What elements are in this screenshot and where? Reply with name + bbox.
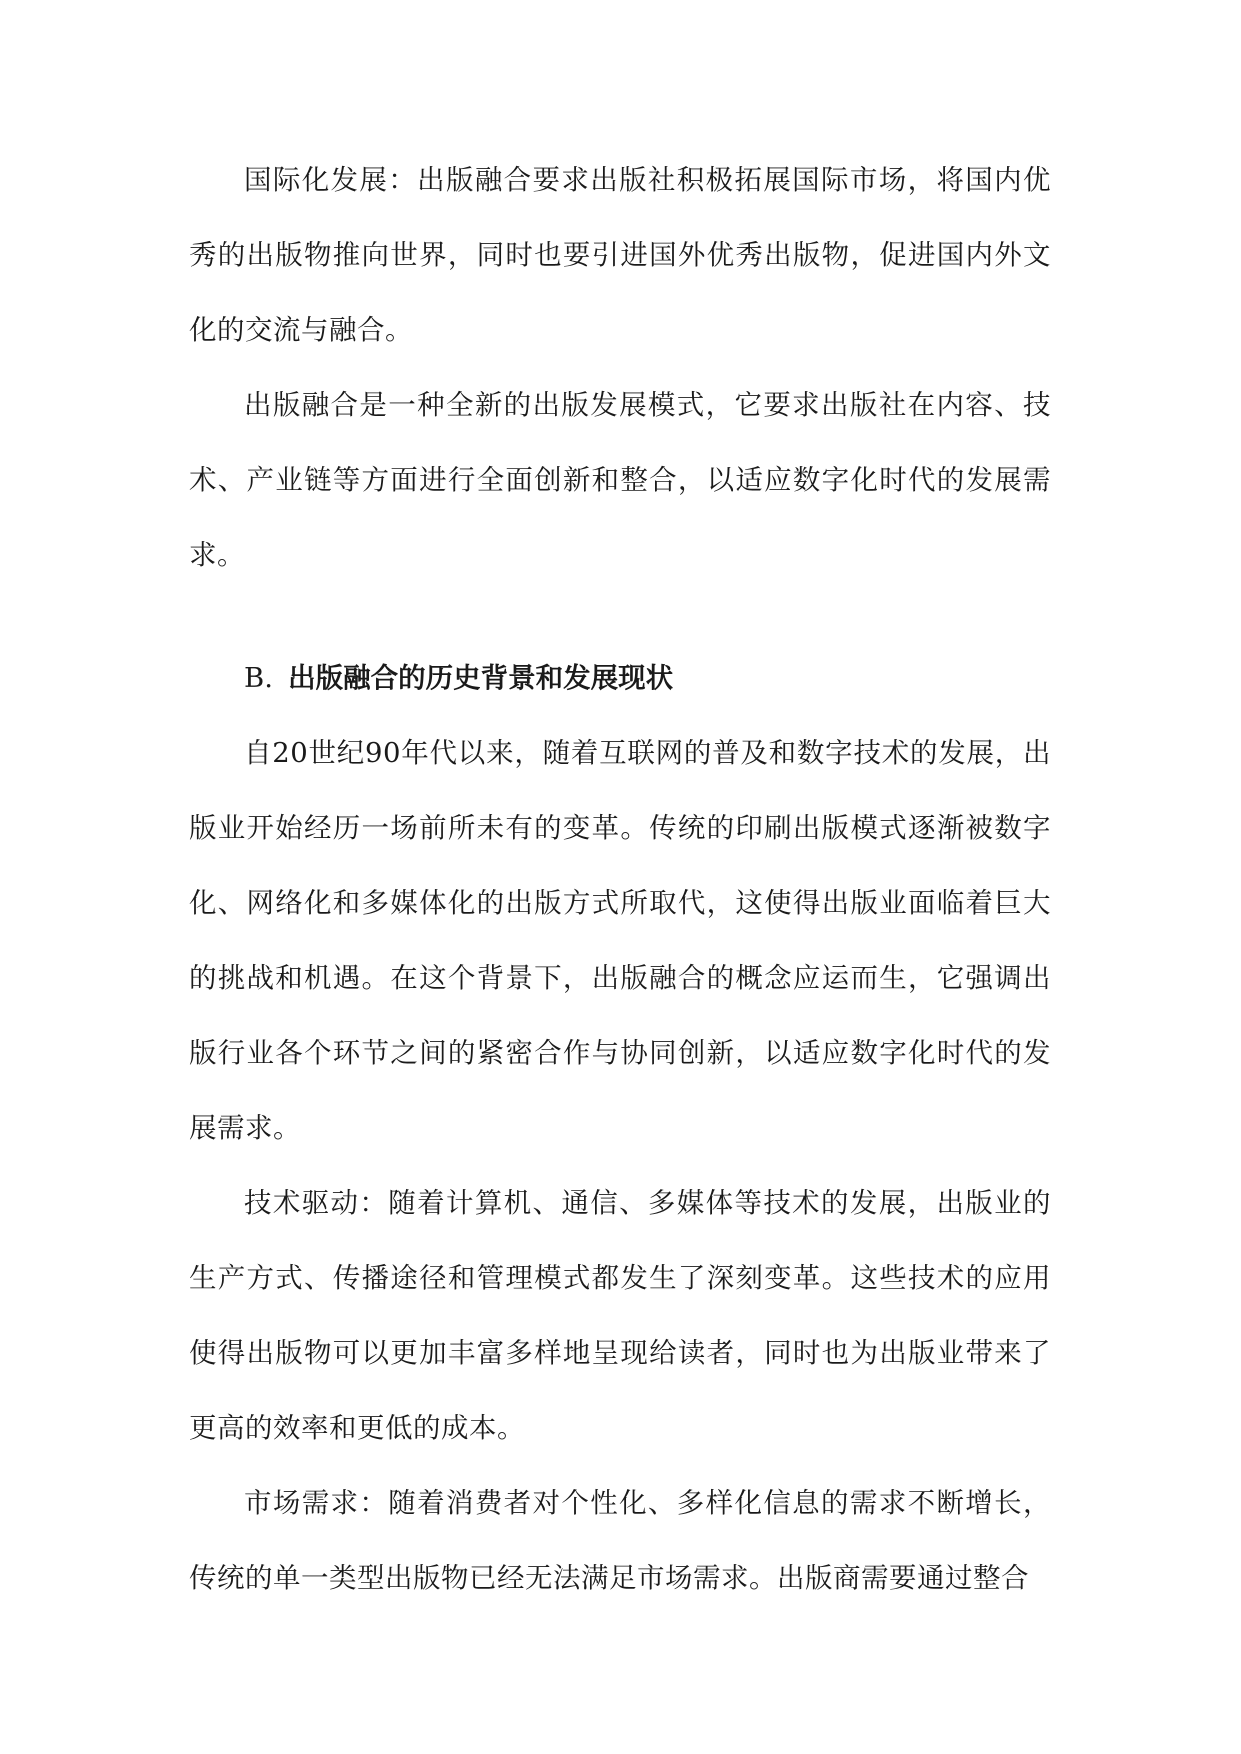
paragraph-market-demand: 市场需求：随着消费者对个性化、多样化信息的需求不断增长，传统的单一类型出版物已经无法满足市场需求。出版商需要通过整合 bbox=[189, 1487, 1051, 1594]
paragraph-technology-driven: 技术驱动：随着计算机、通信、多媒体等技术的发展，出版业的生产方式、传播途径和管理模式都发生了深刻变革。这些技术的应用使得出版物可以更加丰富多样地呈现给读者，同时也为出版业带来了更高的效率和更低的成本。 bbox=[189, 1187, 1051, 1444]
section-title: 出版融合的历史背景和发展现状 bbox=[288, 662, 674, 694]
section-number: B. bbox=[244, 662, 273, 694]
paragraph-internationalization: 国际化发展：出版融合要求出版社积极拓展国际市场，将国内优秀的出版物推向世界，同时也要引进国外优秀出版物，促进国内外文化的交流与融合。 bbox=[189, 164, 1051, 346]
section-heading bbox=[189, 641, 1051, 716]
paragraph-history-background: 自20世纪90年代以来，随着互联网的普及和数字技术的发展，出版业开始经历一场前所未有的变革。传统的印刷出版模式逐渐被数字化、网络化和多媒体化的出版方式所取代，这使得出版业面临着巨大的挑战和机遇。在这个背景下，出版融合的概念应运而生，它强调出版行业各个环节之间的紧密合作与协同创新，以适应数字化时代的发展需求。 bbox=[189, 737, 1051, 1144]
paragraph-publishing-fusion-summary: 出版融合是一种全新的出版发展模式，它要求出版社在内容、技术、产业链等方面进行全面创新和整合，以适应数字化时代的发展需求。 bbox=[189, 389, 1051, 571]
